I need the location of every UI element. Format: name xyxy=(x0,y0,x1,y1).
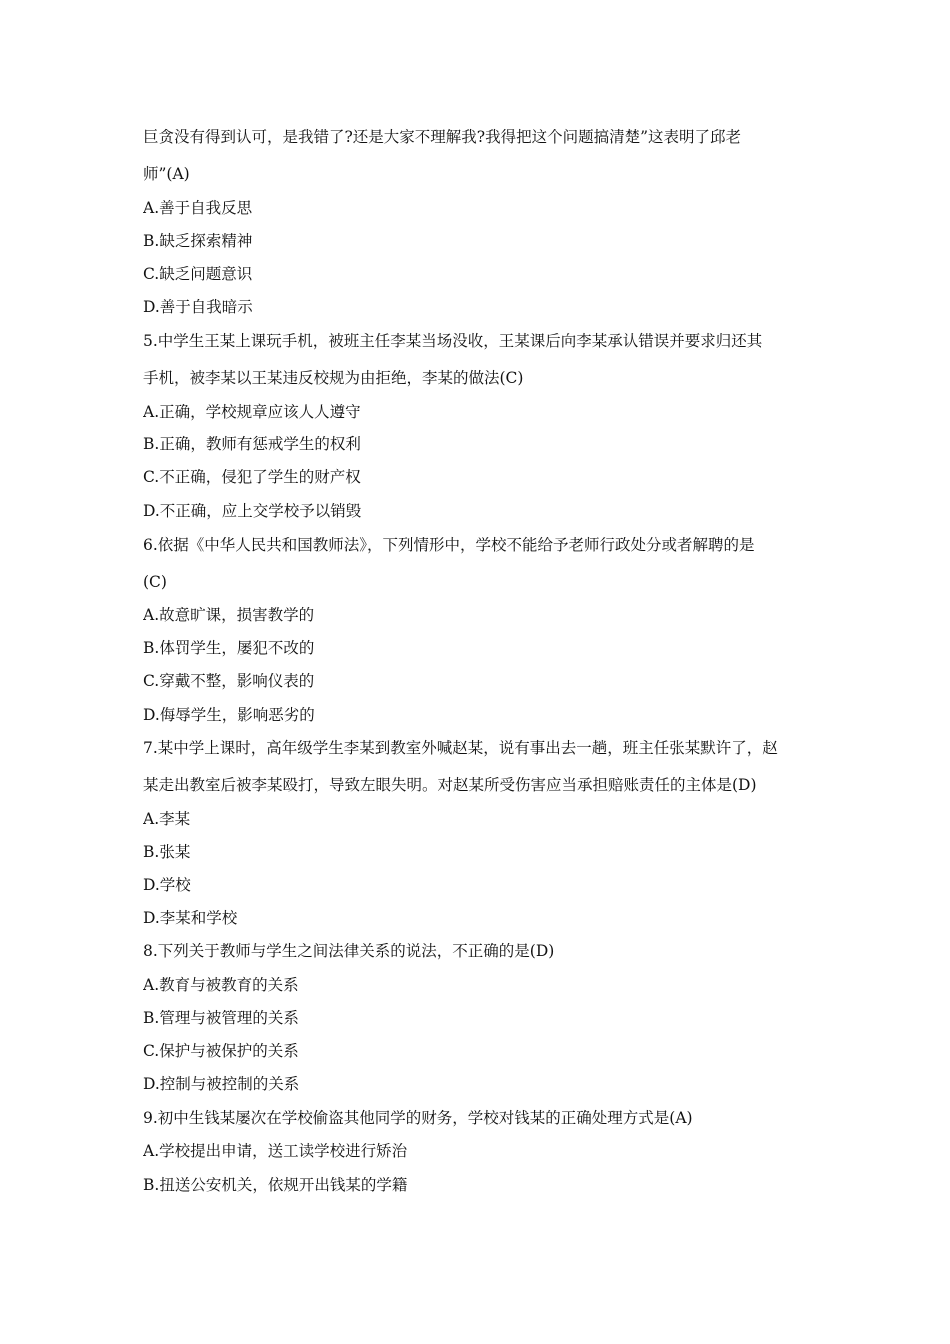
option-line: B.缺乏探索精神 xyxy=(143,232,253,250)
option-line: A.故意旷课，损害教学的 xyxy=(143,606,315,624)
option-line: D.侮辱学生，影响恶劣的 xyxy=(143,706,315,724)
text-line: 巨贪没有得到认可，是我错了?还是大家不理解我?我得把这个问题搞清楚”这表明了邱老 xyxy=(143,128,742,146)
option-line: A.教育与被教育的关系 xyxy=(143,976,299,994)
option-line: A.学校提出申请，送工读学校进行矫治 xyxy=(143,1142,408,1160)
question-line: 8.下列关于教师与学生之间法律关系的说法，不正确的是(D) xyxy=(143,942,555,960)
question-line: 6.依据《中华人民共和国教师法》，下列情形中，学校不能给予老师行政处分或者解聘的是 xyxy=(143,536,755,554)
option-line: C.不正确，侵犯了学生的财产权 xyxy=(143,468,361,486)
question-line: 手机，被李某以王某违反校规为由拒绝，李某的做法(C) xyxy=(143,369,524,387)
option-line: B.张某 xyxy=(143,843,191,861)
question-line: 7.某中学上课时，高年级学生李某到教室外喊赵某，说有事出去一趟，班主任张某默许了，赵 xyxy=(143,739,778,757)
option-line: B.管理与被管理的关系 xyxy=(143,1009,299,1027)
option-line: D.学校 xyxy=(143,876,191,894)
question-line: 9.初中生钱某屡次在学校偷盗其他同学的财务，学校对钱某的正确处理方式是(A) xyxy=(143,1109,693,1127)
option-line: D.不正确，应上交学校予以销毁 xyxy=(143,502,362,520)
option-line: A.正确，学校规章应该人人遵守 xyxy=(143,403,361,421)
option-line: C.保护与被保护的关系 xyxy=(143,1042,299,1060)
question-line: 5.中学生王某上课玩手机，被班主任李某当场没收，王某课后向李某承认错误并要求归还其 xyxy=(143,332,763,350)
option-line: D.李某和学校 xyxy=(143,909,238,927)
option-line: D.善于自我暗示 xyxy=(143,298,253,316)
option-line: B.正确，教师有惩戒学生的权利 xyxy=(143,435,361,453)
option-line: D.控制与被控制的关系 xyxy=(143,1075,300,1093)
text-line: 师”(A) xyxy=(143,165,190,183)
question-line: 某走出教室后被李某殴打，导致左眼失明。对赵某所受伤害应当承担赔账责任的主体是(D) xyxy=(143,776,757,794)
option-line: A.善于自我反思 xyxy=(143,199,253,217)
question-line: (C) xyxy=(143,573,167,591)
option-line: B.体罚学生，屡犯不改的 xyxy=(143,639,315,657)
option-line: C.缺乏问题意识 xyxy=(143,265,253,283)
option-line: C.穿戴不整，影响仪表的 xyxy=(143,672,315,690)
option-line: B.扭送公安机关，依规开出钱某的学籍 xyxy=(143,1176,408,1194)
option-line: A.李某 xyxy=(143,810,191,828)
